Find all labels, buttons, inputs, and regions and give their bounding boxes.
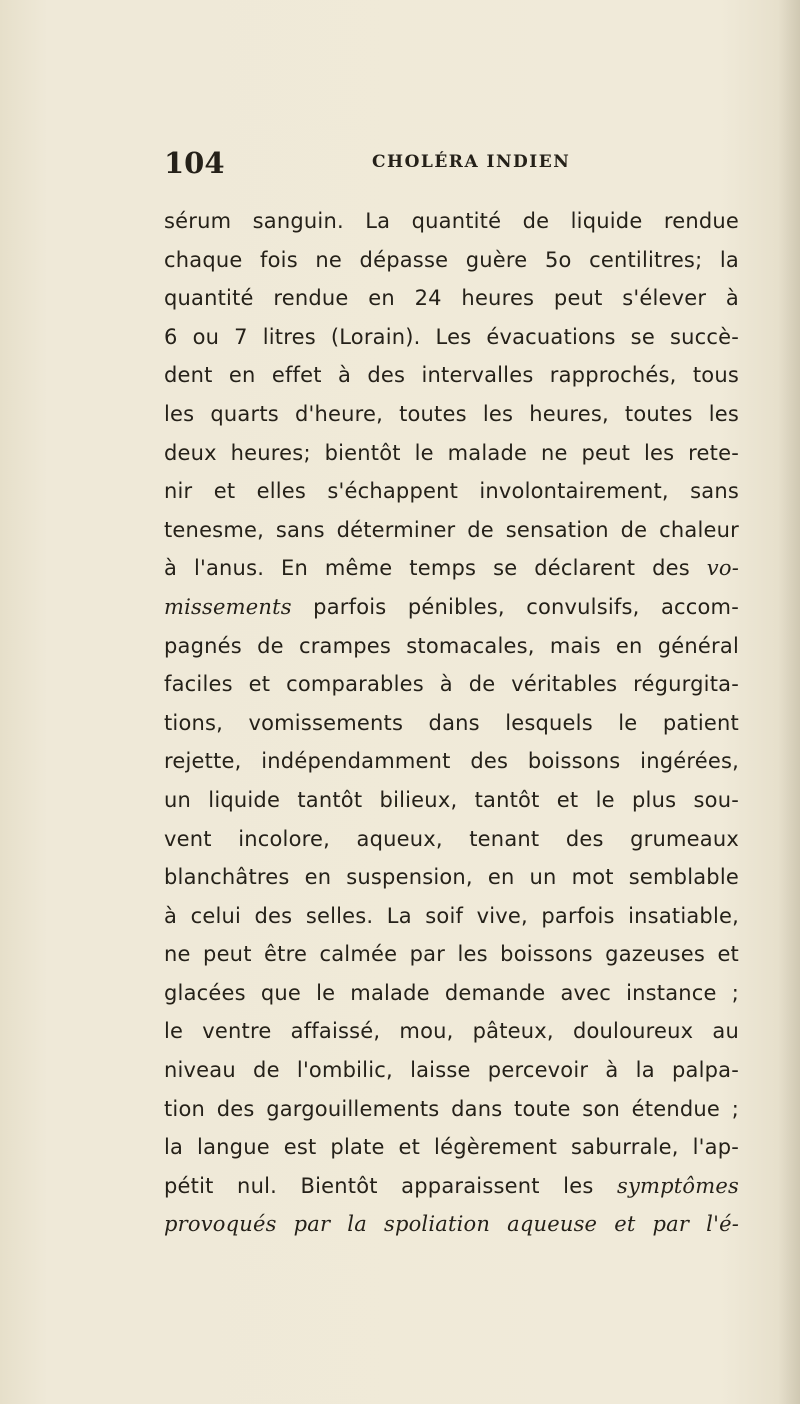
italic-segment: missements xyxy=(164,594,292,619)
text-line: dent en effet à des intervalles rapprochés, tous xyxy=(164,363,739,388)
italic-segment: symptômes xyxy=(616,1173,739,1198)
text-line: tenesme, sans déterminer de sensation de chaleur xyxy=(164,517,739,542)
text-line: nir et elles s'échappent involontairement, sans xyxy=(164,479,739,504)
text-line: rejette, indépendamment des boissons ingérées, xyxy=(164,749,739,774)
text-line: blanchâtres en suspension, en un mot semblable xyxy=(164,865,739,890)
text-line: les quarts d'heure, toutes les heures, toutes les xyxy=(164,401,739,426)
text-line xyxy=(164,588,739,627)
text-line: faciles et comparables à de véritables régurgita- xyxy=(164,672,739,697)
text-line: quantité rendue en 24 heures peut s'élever à xyxy=(164,286,739,311)
text-line: 6 ou 7 litres (Lorain). Les évacuations se succè- xyxy=(164,324,739,349)
text-line xyxy=(164,549,739,588)
text-line: chaque fois ne dépasse guère 5o centilitres; la xyxy=(164,247,739,272)
page-header xyxy=(164,146,764,186)
italic-segment: provoqués par la spoliation aqueuse et par l'é- xyxy=(164,1212,739,1237)
page-number: 104 xyxy=(164,146,225,180)
text-segment: à l'anus. En même temps se déclarent des xyxy=(164,556,690,581)
text-line: glacées que le malade demande avec instance ; xyxy=(164,980,739,1005)
text-line: vent incolore, aqueux, tenant des grumeaux xyxy=(164,826,739,851)
italic-segment: vo- xyxy=(706,556,739,581)
text-segment: parfois pénibles, convulsifs, accom- xyxy=(313,594,739,619)
text-line: à celui des selles. La soif vive, parfois insatiable, xyxy=(164,903,739,928)
text-line: pagnés de crampes stomacales, mais en général xyxy=(164,633,739,658)
text-line: tions, vomissements dans lesquels le patient xyxy=(164,710,739,735)
running-title: CHOLÉRA INDIEN xyxy=(372,152,571,172)
text-line: deux heures; bientôt le malade ne peut les rete- xyxy=(164,440,739,465)
text-line: la langue est plate et légèrement saburrale, l'ap- xyxy=(164,1135,739,1160)
text-line xyxy=(164,1205,739,1244)
text-line xyxy=(164,1167,739,1206)
text-line: tion des gargouillements dans toute son étendue ; xyxy=(164,1096,739,1121)
text-line: ne peut être calmée par les boissons gazeuses et xyxy=(164,942,739,967)
body-paragraph xyxy=(164,202,739,1244)
text-line: sérum sanguin. La quantité de liquide rendue xyxy=(164,209,739,233)
text-line: le ventre affaissé, mou, pâteux, douloureux au xyxy=(164,1019,739,1044)
text-line: un liquide tantôt bilieux, tantôt et le plus sou- xyxy=(164,787,739,812)
text-segment: pétit nul. Bientôt apparaissent les xyxy=(164,1173,594,1198)
page-edge-shadow xyxy=(778,0,800,1404)
text-line: niveau de l'ombilic, laisse percevoir à la palpa- xyxy=(164,1058,739,1083)
